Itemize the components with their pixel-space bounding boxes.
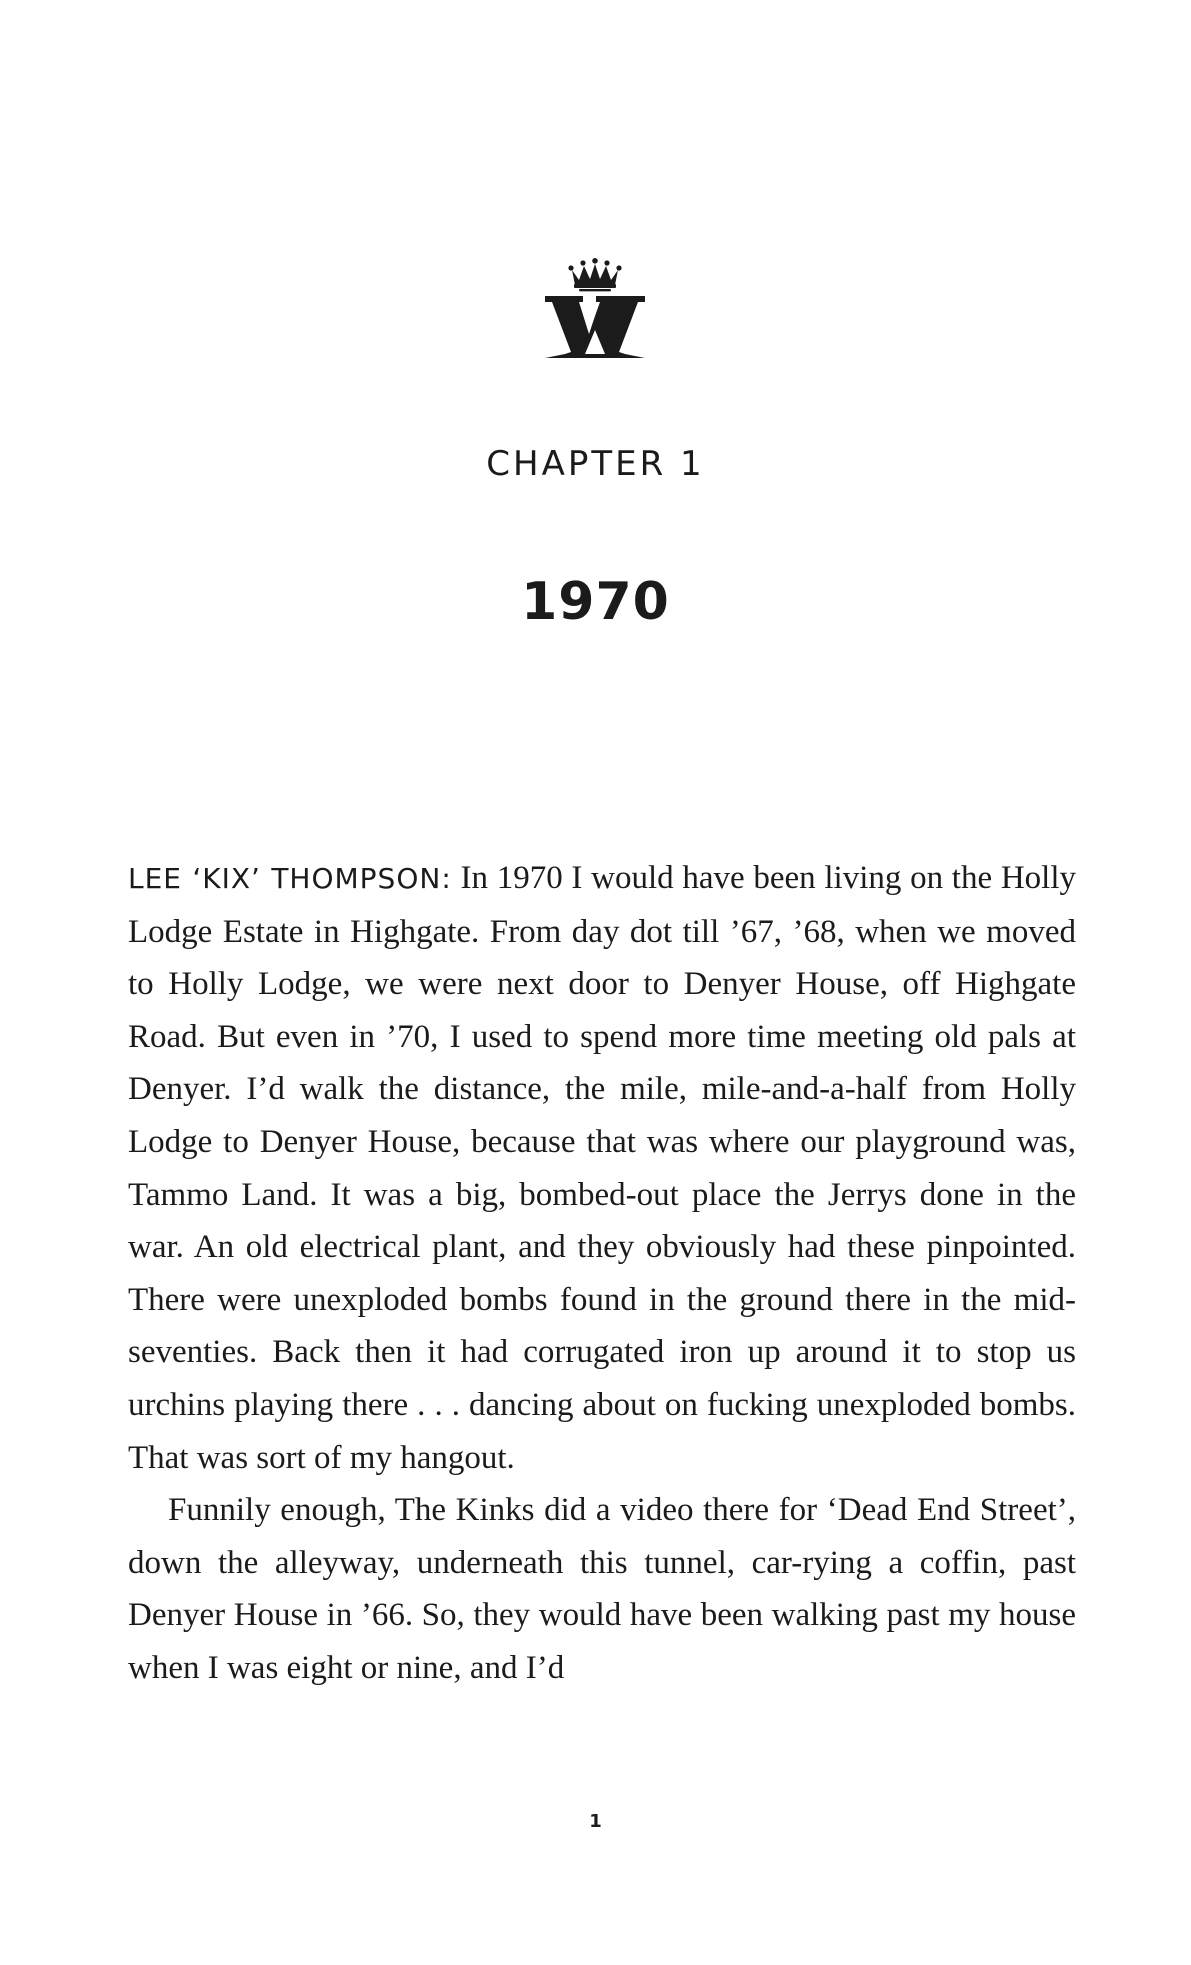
chapter-body <box>128 852 1076 1695</box>
paragraph-1 <box>128 852 1076 1484</box>
page-number: 1 <box>589 1811 602 1832</box>
speaker-name: LEE ‘KIX’ THOMPSON: <box>128 862 452 895</box>
crown-w-logo-icon <box>543 258 647 362</box>
paragraph-1-text: In 1970 I would have been living on the Holly Lodge Estate in Highgate. From day dot till ’67, ’68, when we moved to Holly Lodge, we were next door to Denyer House, off Highgate Road. But even in ’70, I used to spend more time meeting old pals at Denyer. I’d walk the distance, the mile, mile-and-a-half from Holly Lodge to Denyer House, because that was where our playground was, Tammo Land. It was a big, bombed-out place the Jerrys done in the war. An old electrical plant, and they obviously had these pinpointed. There were unexploded bombs found in the ground there in the mid-seventies. Back then it had corrugated iron up around it to stop us urchins playing there . . . dancing about on fucking unexploded bombs. That was sort of my hangout. <box>128 860 1076 1476</box>
chapter-title: 1970 <box>521 572 670 632</box>
paragraph-2: Funnily enough, The Kinks did a video there for ‘Dead End Street’, down the alleyway, underneath this tunnel, car-rying a coffin, past Denyer House in ’66. So, they would have been walking past my house when I was eight or nine, and I’d <box>128 1492 1076 1686</box>
chapter-label: CHAPTER 1 <box>486 444 705 484</box>
